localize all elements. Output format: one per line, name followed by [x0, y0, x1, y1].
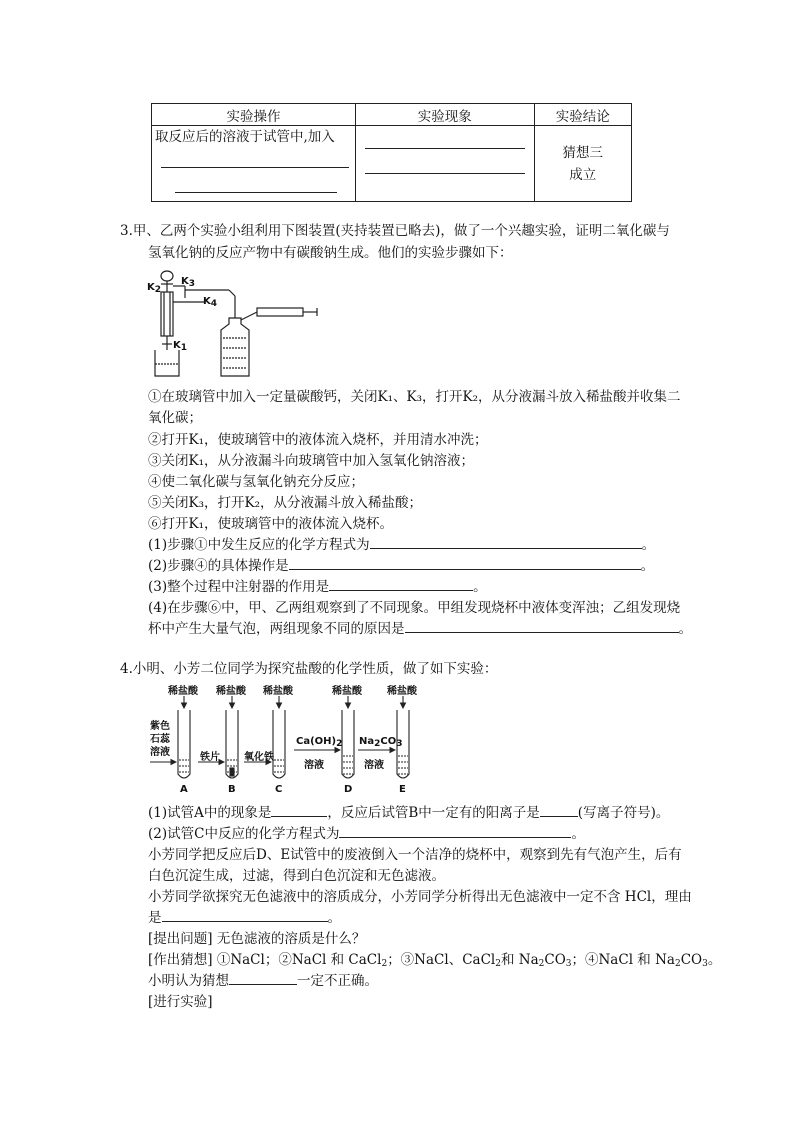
q3-sub3-blank[interactable] [329, 578, 473, 591]
phenomenon-blank-2[interactable] [365, 161, 525, 174]
co-sub: 3 [396, 739, 403, 749]
caoh2-label [296, 736, 342, 749]
q4-para1a: 小芳同学把反应后D、E试管中的废液倒入一个洁净的烧杯中，观察到先有气泡产生，后有 [148, 847, 682, 863]
q4-sub2 [148, 824, 585, 844]
iron-oxide-label: 氧化铁 [244, 752, 274, 763]
acid-label-c: 稀盐酸 [263, 686, 293, 697]
litmus-line-1: 紫色 [150, 721, 170, 732]
q3-sub2-blank[interactable] [289, 557, 641, 570]
q3-sub2 [148, 556, 654, 576]
tube-label-b: B [228, 784, 236, 795]
guess-1-2: [作出猜想] ①NaCl；②NaCl 和 CaCl [148, 952, 382, 968]
q3-step-6: ⑥打开K₁，使玻璃管中的液体流入烧杯。 [148, 516, 393, 532]
k4-sub: 4 [210, 299, 218, 309]
operation-blank-2[interactable] [175, 180, 337, 193]
q4-s1-blank-2[interactable] [540, 804, 578, 817]
q4-para2b [148, 908, 341, 928]
q3-sub4-period: 。 [678, 621, 692, 637]
guess-end: 。 [707, 952, 722, 968]
q3-sub1-period: 。 [641, 537, 656, 553]
table-cell-operation [152, 126, 356, 202]
q4-para1b: 白色沉淀生成，过滤，得到白色沉淀和无色滤液。 [148, 868, 445, 884]
q3-step-3: ③关闭K₁，从分液漏斗向玻璃管中加入氢氧化钠溶液； [148, 453, 474, 469]
q4-experiment: [进行实验] [148, 994, 213, 1010]
q3-sub4b [148, 619, 692, 639]
k2-sub: 2 [154, 285, 162, 295]
q4-question: [提出问题] 无色滤液的溶质是什么？ [148, 931, 366, 947]
q4-p2b-text: 是 [148, 910, 162, 926]
co-text: CO [380, 736, 397, 747]
q4-s1a: (1)试管A中的现象是 [148, 805, 272, 821]
conclusion-line-2: 成立 [569, 166, 597, 183]
guess-sub-d: 3 [565, 959, 572, 969]
q3-step-2: ②打开K₁，使玻璃管中的液体流入烧杯，并用清水冲洗； [148, 432, 488, 448]
k3-label: K [181, 276, 189, 287]
litmus-label [150, 720, 170, 759]
table-header-operation: 实验操作 [152, 104, 356, 126]
q3-sub1-text: (1)步骤①中发生反应的化学方程式为 [148, 537, 370, 553]
litmus-line-2: 石蕊 [150, 734, 170, 745]
table-header-conclusion: 实验结论 [534, 104, 631, 126]
guess-4a: ；④NaCl 和 Na [571, 952, 675, 968]
q4-intro: 4.小明、小芳二位同学为探究盐酸的化学性质，做了如下实验： [120, 661, 498, 677]
acid-label-e: 稀盐酸 [387, 686, 417, 697]
guess-sub-a: 2 [381, 959, 388, 969]
acid-label-d: 稀盐酸 [332, 686, 362, 697]
q4-sub1 [148, 803, 669, 823]
q3-step-5: ⑤关闭K₃，打开K₂，从分液漏斗放入稀盐酸； [148, 495, 422, 511]
na-text: Na [359, 736, 375, 747]
q4-s1c: (写离子符号)。 [577, 805, 670, 821]
q4-s1b: ，反应后试管B中一定有的阳离子是 [327, 805, 540, 821]
guess-sub-c: 2 [538, 959, 545, 969]
caoh2-solution-label: 溶液 [304, 760, 324, 771]
caoh-sub: 2 [336, 739, 343, 749]
wrong-b: 一定不正确。 [297, 973, 378, 989]
experiment-table [151, 103, 632, 202]
co2-apparatus-diagram [145, 268, 325, 380]
acid-label-a: 稀盐酸 [168, 686, 198, 697]
guess-sub-e: 2 [674, 959, 681, 969]
tube-label-a: A [180, 784, 188, 795]
guess-3b: 和 Na [500, 952, 539, 968]
acid-label-b: 稀盐酸 [216, 686, 246, 697]
na2co3-solution-label: 溶液 [364, 760, 384, 771]
q4-p2-period: 。 [327, 910, 341, 926]
q3-intro-line-2: 氢氧化钠的反应产物中有碳酸钠生成。他们的实验步骤如下： [148, 245, 513, 261]
wrong-guess-blank[interactable] [229, 972, 297, 985]
k1-label-top: K [147, 282, 155, 293]
guess-3c: CO [544, 952, 566, 968]
q3-step-4: ④使二氧化碳与氢氧化钠充分反应； [148, 474, 364, 490]
tube-label-d: D [344, 784, 353, 795]
q3-sub4-blank[interactable] [405, 620, 679, 633]
q3-intro-line-1: 3.甲、乙两个实验小组利用下图装置(夹持装置已略去)，做了一个兴趣实验，证明二氧化碳与 [120, 223, 670, 239]
q3-sub4a: (4)在步骤⑥中，甲、乙两组观察到了不同现象。甲组发现烧杯中液体变浑浊；乙组发现烧 [148, 600, 681, 616]
k3-sub: 3 [188, 279, 196, 289]
k1-label: K [173, 340, 181, 351]
phenomenon-blank-1[interactable] [365, 136, 525, 149]
k1-sub: 1 [180, 343, 188, 353]
q4-s1-blank-1[interactable] [271, 804, 327, 817]
q3-sub3-text: (3)整个过程中注射器的作用是 [148, 579, 330, 595]
operation-text: 取反应后的溶液于试管中,加入 [155, 129, 335, 145]
operation-blank-1[interactable] [161, 155, 349, 168]
litmus-line-3: 溶液 [150, 747, 170, 758]
na2co3-label [359, 736, 403, 749]
conclusion-line-1: 猜想三 [562, 144, 604, 161]
table-cell-conclusion [534, 126, 631, 202]
q4-s2-period: 。 [571, 826, 585, 842]
tube-label-e: E [399, 784, 406, 795]
guess-sub-b: 2 [495, 959, 501, 969]
table-header-phenomenon: 实验现象 [355, 104, 534, 126]
q3-sub2-period: 。 [640, 558, 655, 574]
q3-sub4b-text: 杯中产生大量气泡，两组现象不同的原因是 [148, 621, 405, 637]
q4-p2-blank[interactable] [162, 909, 328, 922]
q4-para2a: 小芳同学欲探究无色滤液中的溶质成分，小芳同学分析得出无色滤液中一定不含 HCl，理由 [148, 889, 692, 905]
q3-step-1b: 氧化碳； [148, 410, 202, 426]
q3-sub3-period: 。 [473, 579, 487, 595]
iron-label: 铁片 [200, 752, 220, 763]
q4-s2-blank[interactable] [339, 825, 571, 838]
test-tube-diagram [148, 682, 428, 798]
q3-sub1 [148, 535, 655, 555]
wrong-a: 小明认为猜想 [148, 973, 229, 989]
na-sub: 2 [374, 739, 381, 749]
guess-3a: ；③NaCl、CaCl [387, 952, 496, 968]
q4-s2-text: (2)试管C中反应的化学方程式为 [148, 826, 340, 842]
table-cell-phenomenon [355, 126, 534, 202]
q3-sub2-text: (2)步骤④的具体操作是 [148, 558, 289, 574]
q3-sub1-blank[interactable] [370, 536, 642, 549]
guess-sub-f: 3 [702, 959, 708, 969]
q4-wrong-guess [148, 971, 378, 991]
caoh-text: Ca(OH) [296, 736, 337, 747]
q3-sub3 [148, 577, 487, 597]
apparatus-drawing [145, 268, 325, 380]
guess-4b: CO [680, 952, 703, 968]
k4-label: K [203, 296, 211, 307]
tube-label-c: C [275, 784, 283, 795]
q3-step-1a: ①在玻璃管中加入一定量碳酸钙，关闭K₁、K₃，打开K₂，从分液漏斗放入稀盐酸并收集二 [148, 389, 681, 405]
